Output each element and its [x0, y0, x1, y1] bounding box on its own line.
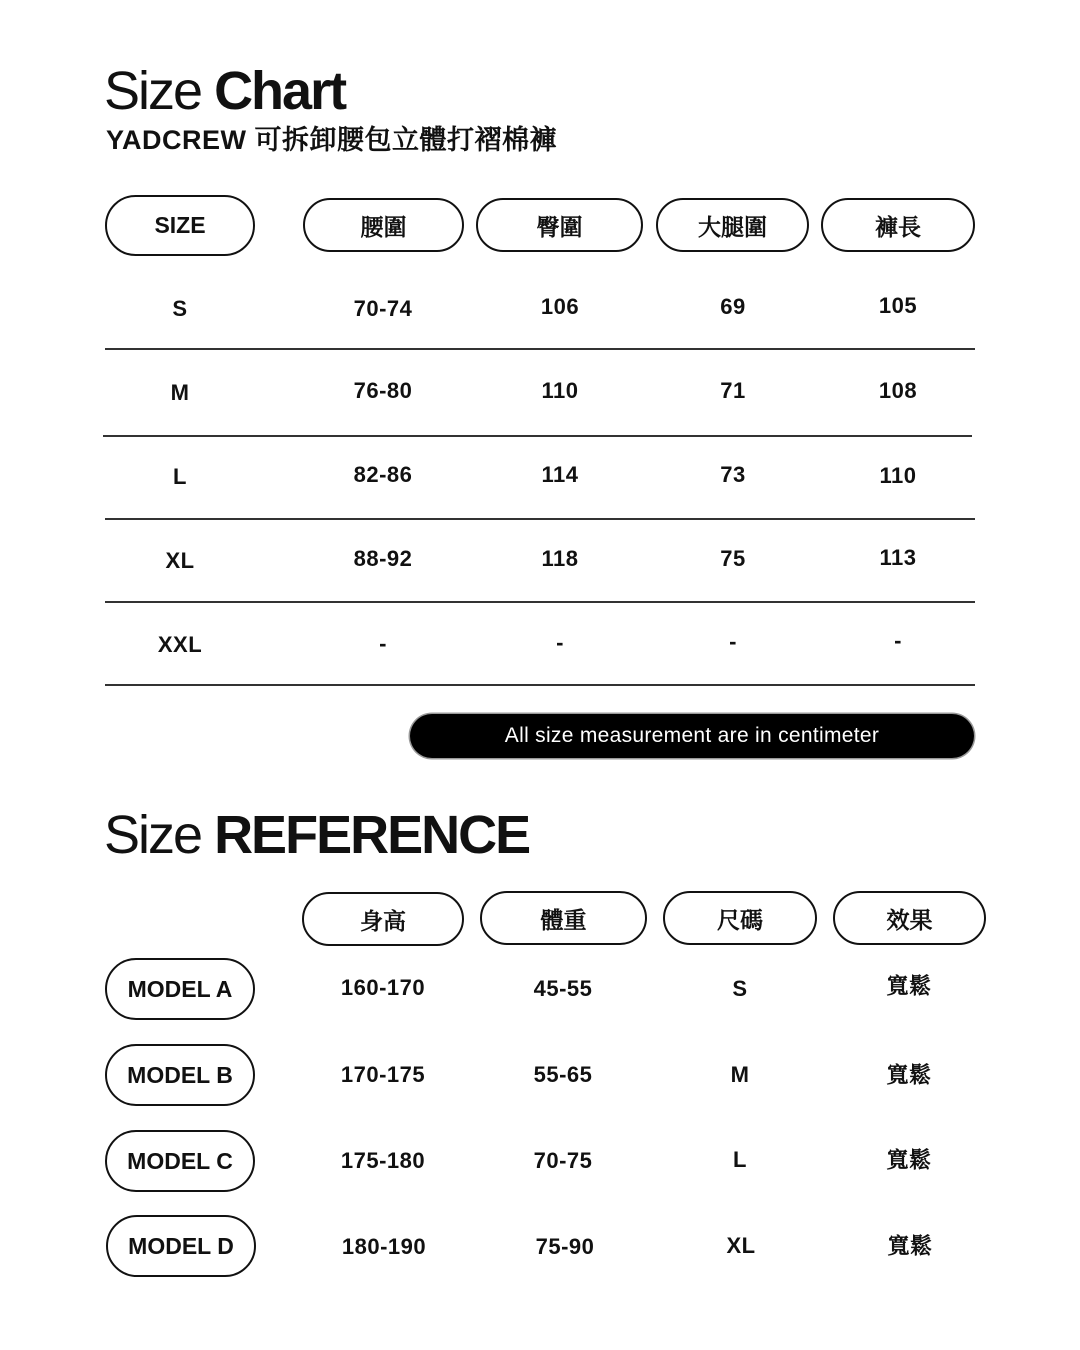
- waist-cell: 76-80: [353, 378, 413, 403]
- row-divider: [105, 684, 975, 686]
- height-cell: 170-175: [340, 1062, 426, 1087]
- weight-cell: 45-55: [533, 976, 593, 1001]
- size-reference-title: [104, 805, 530, 865]
- header-size: SIZE: [105, 195, 255, 256]
- waist-cell: 82-86: [353, 462, 413, 487]
- thigh-cell: 69: [720, 294, 746, 319]
- model-d-label: MODEL D: [106, 1215, 256, 1277]
- model-a-label: MODEL A: [105, 958, 255, 1020]
- row-divider: [105, 348, 975, 350]
- header-waist: 腰圍: [303, 198, 464, 252]
- weight-cell: 75-90: [535, 1234, 595, 1259]
- fit-cell: 寬鬆: [887, 1233, 933, 1259]
- product-name: YADCREW 可拆卸腰包立體打褶棉褲: [106, 125, 558, 155]
- size-chart-title: [104, 61, 346, 121]
- size-chart-title-light: Size: [104, 61, 202, 121]
- size-cell: L: [173, 464, 187, 489]
- length-cell: -: [894, 628, 902, 653]
- size-cell: XL: [726, 1233, 756, 1258]
- hip-cell: 106: [540, 294, 580, 319]
- size-reference-title-bold: REFERENCE: [214, 805, 530, 865]
- header-hip: 臀圍: [476, 198, 643, 252]
- model-c-label: MODEL C: [105, 1130, 255, 1192]
- thigh-cell: -: [729, 629, 737, 654]
- size-reference-title-light: Size: [104, 805, 202, 865]
- fit-cell: 寬鬆: [886, 973, 932, 999]
- hip-cell: -: [556, 630, 564, 655]
- thigh-cell: 73: [720, 462, 746, 487]
- header-height: 身高: [302, 892, 464, 946]
- size-cell: S: [172, 296, 188, 321]
- weight-cell: 55-65: [533, 1062, 593, 1087]
- size-cell: M: [170, 380, 190, 405]
- row-divider: [105, 518, 975, 520]
- waist-cell: 88-92: [353, 546, 413, 571]
- header-length: 褲長: [821, 198, 975, 252]
- waist-cell: 70-74: [353, 296, 413, 321]
- size-cell: XL: [165, 548, 195, 573]
- hip-cell: 118: [541, 546, 579, 571]
- size-cell: XXL: [157, 632, 203, 657]
- row-divider: [105, 601, 975, 603]
- size-cell: M: [730, 1062, 750, 1087]
- waist-cell: -: [379, 631, 387, 656]
- hip-cell: 114: [541, 462, 579, 487]
- size-cell: S: [732, 976, 748, 1001]
- header-fit: 效果: [833, 891, 986, 945]
- length-cell: 110: [879, 463, 917, 488]
- header-weight: 體重: [480, 891, 647, 945]
- size-chart-title-bold: Chart: [214, 61, 346, 121]
- measurement-unit-note: All size measurement are in centimeter: [410, 714, 974, 758]
- length-cell: 113: [879, 545, 917, 570]
- length-cell: 108: [878, 378, 918, 403]
- thigh-cell: 71: [720, 378, 746, 403]
- weight-cell: 70-75: [533, 1148, 593, 1173]
- height-cell: 180-190: [341, 1234, 427, 1259]
- height-cell: 175-180: [340, 1148, 426, 1173]
- header-size: 尺碼: [663, 891, 817, 945]
- fit-cell: 寬鬆: [886, 1147, 932, 1173]
- row-divider: [103, 435, 972, 437]
- hip-cell: 110: [541, 378, 579, 403]
- size-cell: L: [733, 1147, 747, 1172]
- header-thigh: 大腿圍: [656, 198, 809, 252]
- length-cell: 105: [878, 293, 918, 318]
- model-b-label: MODEL B: [105, 1044, 255, 1106]
- thigh-cell: 75: [720, 546, 746, 571]
- fit-cell: 寬鬆: [886, 1062, 932, 1088]
- height-cell: 160-170: [340, 975, 426, 1000]
